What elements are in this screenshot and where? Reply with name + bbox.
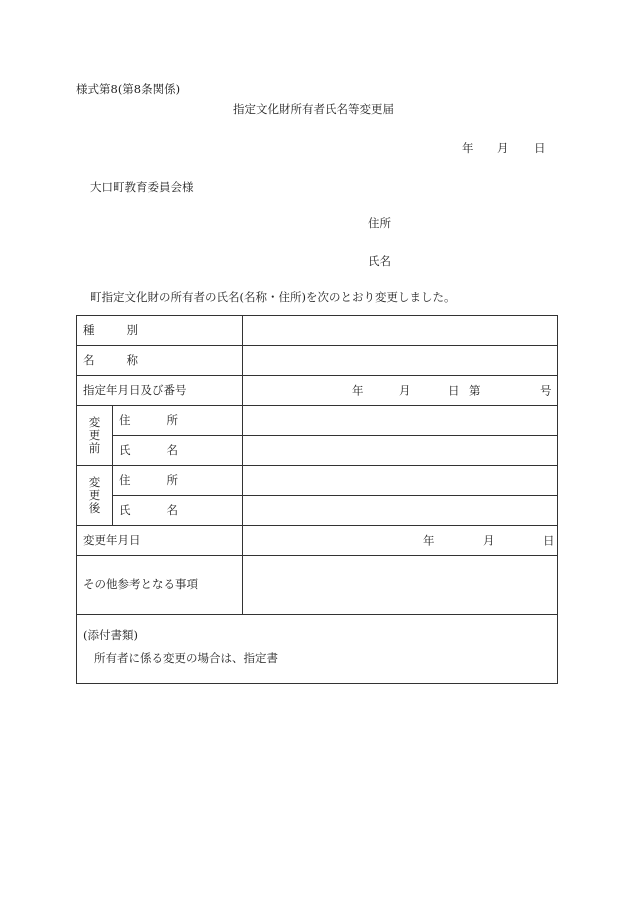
change-form-table xyxy=(76,315,558,684)
designation-day: 日 xyxy=(448,382,460,397)
designation-month: 月 xyxy=(399,382,411,397)
name-label: 名 称 xyxy=(77,346,243,376)
type-label: 種 別 xyxy=(77,316,243,346)
name-input[interactable] xyxy=(243,346,558,376)
designation-year: 年 xyxy=(352,382,364,397)
after-change-label: 変 更 後 xyxy=(77,466,113,526)
change-date-day: 日 xyxy=(543,532,555,547)
date-month-label: 月 xyxy=(497,141,509,155)
row-after-address xyxy=(77,466,558,496)
row-other xyxy=(77,556,558,615)
designation-go: 号 xyxy=(540,382,552,397)
before-address-label: 住 所 xyxy=(113,406,243,436)
document-title: 指定文化財所有者氏名等変更届 xyxy=(233,102,394,116)
row-before-name xyxy=(77,436,558,466)
row-attachments xyxy=(77,615,558,684)
applicant-name-label: 氏名 xyxy=(368,254,391,268)
other-label: その他参考となる事項 xyxy=(77,556,243,615)
attachments-text: 所有者に係る変更の場合は、指定書 xyxy=(94,650,278,665)
change-date-month: 月 xyxy=(483,532,495,547)
designation-label: 指定年月日及び番号 xyxy=(77,376,243,406)
change-date-label: 変更年月日 xyxy=(77,526,243,556)
after-name-input[interactable] xyxy=(243,496,558,526)
date-day-label: 日 xyxy=(534,141,546,155)
row-before-address xyxy=(77,406,558,436)
change-date-input[interactable] xyxy=(243,526,558,556)
change-date-year: 年 xyxy=(423,532,435,547)
form-number: 様式第8(第8条関係) xyxy=(76,82,181,96)
after-name-label: 氏 名 xyxy=(113,496,243,526)
other-input[interactable] xyxy=(243,556,558,615)
attachments-label: (添付書類) xyxy=(83,628,138,642)
row-change-date xyxy=(77,526,558,556)
intro-text: 町指定文化財の所有者の氏名(名称・住所)を次のとおり変更しました。 xyxy=(90,290,456,304)
row-type xyxy=(77,316,558,346)
after-address-input[interactable] xyxy=(243,466,558,496)
row-after-name xyxy=(77,496,558,526)
before-name-label: 氏 名 xyxy=(113,436,243,466)
before-address-input[interactable] xyxy=(243,406,558,436)
attachments-cell xyxy=(77,615,558,684)
applicant-address-label: 住所 xyxy=(368,216,391,230)
designation-dai: 第 xyxy=(469,382,481,397)
after-address-label: 住 所 xyxy=(113,466,243,496)
row-name xyxy=(77,346,558,376)
row-designation xyxy=(77,376,558,406)
type-input[interactable] xyxy=(243,316,558,346)
before-name-input[interactable] xyxy=(243,436,558,466)
addressee: 大口町教育委員会様 xyxy=(90,180,194,194)
date-year-label: 年 xyxy=(462,141,474,155)
before-change-label: 変 更 前 xyxy=(77,406,113,466)
designation-input[interactable] xyxy=(243,376,558,406)
